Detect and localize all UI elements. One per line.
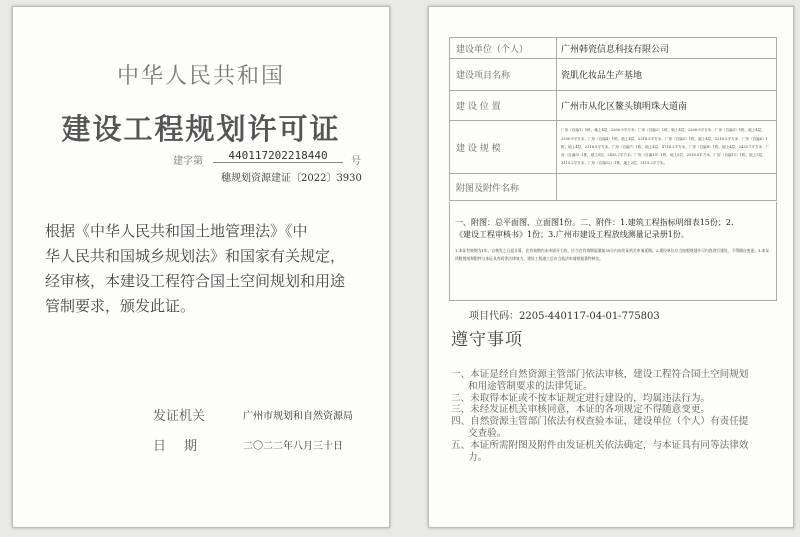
row-value: 广州韩瓷信息科技有限公司 xyxy=(557,38,777,59)
issuer-value: 广州市规划和自然资源局 xyxy=(243,411,353,422)
rule-line: 和用途管制要求的法律凭证。 xyxy=(468,380,593,392)
row-label: 建 设 规 模 xyxy=(450,121,557,174)
rule-line: 三、未经发证机关审核同意，本证的各项规定不得随意变更。 xyxy=(451,404,711,416)
certificate-number-row xyxy=(173,149,373,167)
rule-line: 二、未取得本证或不按本证规定进行建设的，均属违法行为。 xyxy=(451,392,711,404)
table-row xyxy=(450,91,777,121)
table-row xyxy=(450,59,777,91)
issuer-label: 发证机关 xyxy=(153,409,206,424)
date-label: 日期 xyxy=(153,439,216,454)
row-value: 瓷肌化妆品生产基地 xyxy=(557,59,777,91)
body-line: 华人民共和国城乡规划法》和国家有关规定， xyxy=(45,247,346,265)
table-row xyxy=(450,174,777,201)
project-code-value: 2205-440117-04-01-775803 xyxy=(519,311,660,322)
rule-line: 五、本证所需附图及附件由发证机关依法确定，与本证具有同等法律效 xyxy=(451,439,749,451)
rule-line: 四、自然资源主管部门依法有权查验本证，建设单位（个人）有责任提 xyxy=(451,416,749,428)
certificate-body xyxy=(45,219,373,319)
scale-details: 厂房（自编1）1栋，地上4层，2200.9平方米；厂房（自编2）1栋，地上4层，2200.9平方米；厂房（自编3）1栋，地上4层，2200.9平方米；厂房（自编4）1栋，地上4层，2318.5平方米；厂房（自编5）1栋，地上4层，2318.5平方米；厂房（自编6）1栋，地上4层，2318.5平方米；厂房（自编7）1栋，地上4层，4714.2平方米；厂房（自编8）1栋，地上4层，2435.7平方米；厂房（自编9）1栋，地上5层，2435.7平方米；厂房（自编10）1栋，地上5层，2918.5平方米；厂房（自编11）1栋，地上5层，3115.2平方米；厂房（自编12）1栋，地上2层，3115.2平方米。 xyxy=(557,121,777,174)
row-label: 附图及附件名称 xyxy=(450,174,557,201)
attachments-line: 一、附图：总平面图、立面图1份。二、附件：1.建筑工程指标明细表15份；2. xyxy=(455,218,734,227)
cert-number: 440117202218440 xyxy=(213,149,343,163)
date-value: 二〇二二年八月三十日 xyxy=(243,441,343,452)
rule-line: 力。 xyxy=(468,451,488,463)
license-front-page xyxy=(12,6,390,528)
attachments-line: 《建设工程审核书》1份；3.广州市建设工程放线测量记录册1份。 xyxy=(455,230,689,239)
body-line: 根据《中华人民共和国土地管理法》《中 xyxy=(45,222,308,240)
body-line: 经审核，本建设工程符合国土空间规划和用途 xyxy=(45,272,346,290)
fine-print-notes: 1.本证有效期为1年，自核发之日起计算，在有效期内未申请开工的，应当在有效期届满前30日内向发证机关申请延期。2.建设单位应当按照规划许可内容进行建设，不得擅自变更。3.本证所附图纸和附件与本证具有同等法律效力，建设工程竣工后应当依法申请规划条件核实。 xyxy=(455,248,770,261)
row-value xyxy=(557,174,777,201)
table-row xyxy=(450,121,777,174)
rule-line: 交查验。 xyxy=(468,427,507,439)
row-label: 建 设 位 置 xyxy=(450,91,557,121)
country-name: 中华人民共和国 xyxy=(116,64,285,89)
row-label: 建设单位（个人） xyxy=(450,38,557,59)
rule-line: 一、本证是经自然资源主管部门依法审核，建设工程符合国土空间规划 xyxy=(451,369,749,380)
certificate-title: 建设工程规划许可证 xyxy=(61,112,341,146)
project-info-table xyxy=(449,37,777,201)
rules-title: 遵守事项 xyxy=(451,330,523,350)
body-line: 管制要求，颁发此证。 xyxy=(45,297,196,315)
license-detail-page xyxy=(428,6,794,528)
project-code-label: 项目代码： xyxy=(469,311,519,322)
attachments-list xyxy=(455,217,771,241)
cert-number-prefix: 建字第 xyxy=(173,156,203,167)
project-code xyxy=(469,307,660,322)
rules-list xyxy=(451,369,783,463)
sub-number: 穗规划资源建证〔2022〕3930 xyxy=(221,173,362,184)
row-label: 建设项目名称 xyxy=(450,59,557,91)
table-row xyxy=(450,38,777,59)
row-value: 广州市从化区鳌头镇明珠大道南 xyxy=(557,91,777,121)
cert-number-suffix: 号 xyxy=(351,156,361,167)
